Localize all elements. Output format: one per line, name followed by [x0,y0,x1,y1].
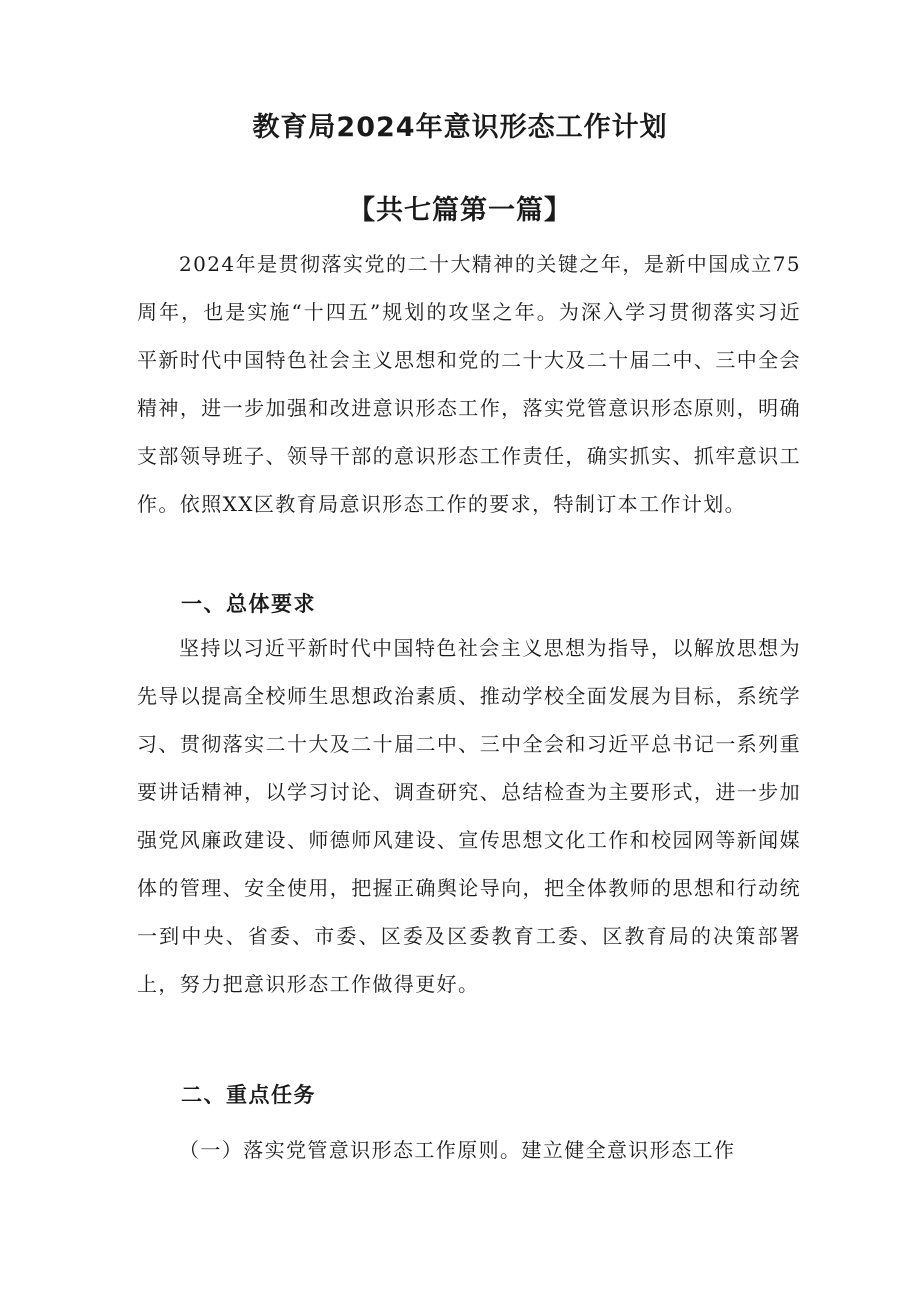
section-heading-general-requirements: 一、总体要求 [181,592,316,616]
document-subtitle: 【共七篇第一篇】 [348,195,572,226]
section-heading-key-tasks: 二、重点任务 [181,1083,316,1107]
intro-paragraph: 2024年是贯彻落实党的二十大精神的关键之年，是新中国成立75周年，也是实施“十四五”规划的攻坚之年。为深入学习贯彻落实习近平新时代中国特色社会主义思想和党的二十大及二十届二中、三中全会精神，进一步加强和改进意识形态工作，落实党管意识形态原则，明确支部领导班子、领导干部的意识形态工作责任，确实抓实、抓牢意识工作。依照XX区教育局意识形态工作的要求，特制订本工作计划。 [137,252,801,516]
section-body-key-tasks: （一）落实党管意识形态工作原则。建立健全意识形态工作 [179,1138,736,1162]
document-title: 教育局2024年意识形态工作计划 [252,112,668,143]
section-body-general-requirements: 坚持以习近平新时代中国特色社会主义思想为指导，以解放思想为先导以提高全校师生思想政治素质、推动学校全面发展为目标，系统学习、贯彻落实二十大及二十届二中、三中全会和习近平总书记一系列重要讲话精神，以学习讨论、调查研究、总结检查为主要形式，进一步加强党风廉政建设、师德师风建设、宣传思想文化工作和校园网等新闻媒体的管理、安全使用，把握正确舆论导向，把全体教师的思想和行动统一到中央、省委、市委、区委及区委教育工委、区教育局的决策部署上，努力把意识形态工作做得更好。 [137,636,801,996]
